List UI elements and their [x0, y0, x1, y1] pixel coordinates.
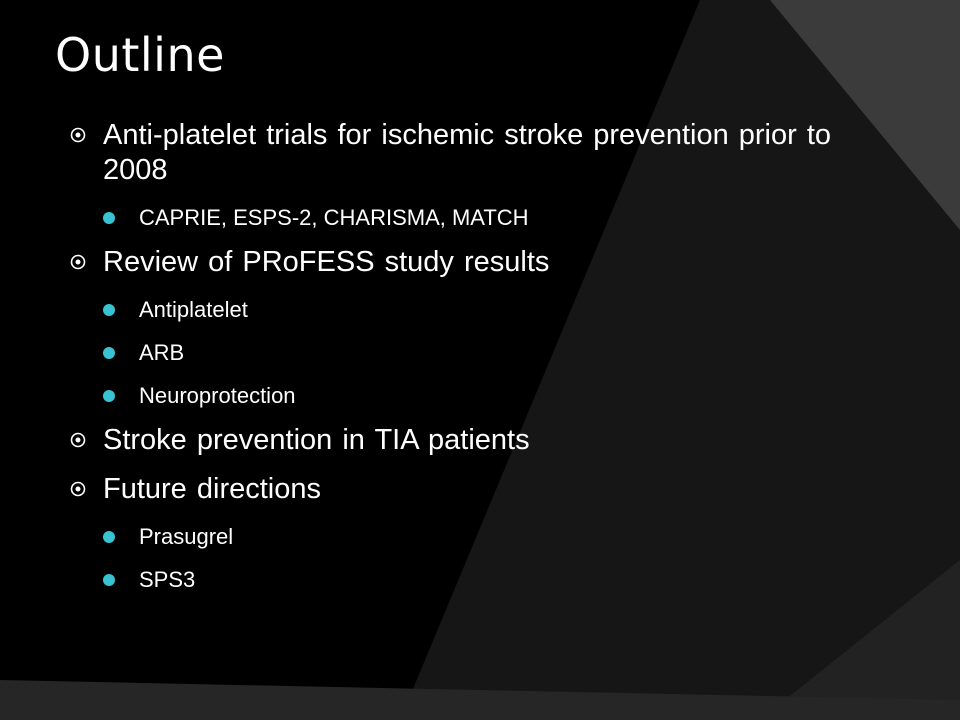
- sub-item-text: SPS3: [139, 567, 196, 592]
- sub-item-text: Antiplatelet: [139, 297, 248, 322]
- teal-dot-icon: [103, 390, 115, 402]
- sub-item-text: Neuroprotection: [139, 383, 296, 408]
- teal-dot-icon: [103, 347, 115, 359]
- outline-item: [70, 472, 900, 593]
- outline-list: [70, 118, 900, 593]
- teal-dot-icon: [103, 574, 115, 586]
- sub-item: [103, 297, 900, 323]
- slide-title: Outline: [55, 28, 225, 82]
- sub-item: [103, 383, 900, 409]
- sub-list: [103, 524, 900, 593]
- outline-item-text: Review of PRoFESS study results: [103, 246, 550, 278]
- target-bullet-icon: [70, 432, 86, 448]
- sub-item: [103, 340, 900, 366]
- outline-item: [70, 423, 900, 458]
- target-bullet-icon: [70, 254, 86, 270]
- outline-item-text: Stroke prevention in TIA patients: [103, 424, 530, 456]
- outline-item: [70, 245, 900, 409]
- sub-item: [103, 205, 900, 231]
- teal-dot-icon: [103, 304, 115, 316]
- sub-item-text: Prasugrel: [139, 524, 234, 549]
- teal-dot-icon: [103, 531, 115, 543]
- target-bullet-icon: [70, 481, 86, 497]
- outline-item-text: Anti-platelet trials for ischemic stroke prevention prior to 2008: [103, 119, 832, 186]
- sub-item: [103, 524, 900, 550]
- outline-item: [70, 118, 900, 231]
- outline-item-text: Future directions: [103, 473, 321, 505]
- teal-dot-icon: [103, 212, 115, 224]
- sub-list: [103, 205, 900, 231]
- target-bullet-icon: [70, 127, 86, 143]
- sub-item: [103, 567, 900, 593]
- sub-item-text: ARB: [139, 340, 185, 365]
- sub-list: [103, 297, 900, 409]
- sub-item-text: CAPRIE, ESPS-2, CHARISMA, MATCH: [139, 205, 529, 230]
